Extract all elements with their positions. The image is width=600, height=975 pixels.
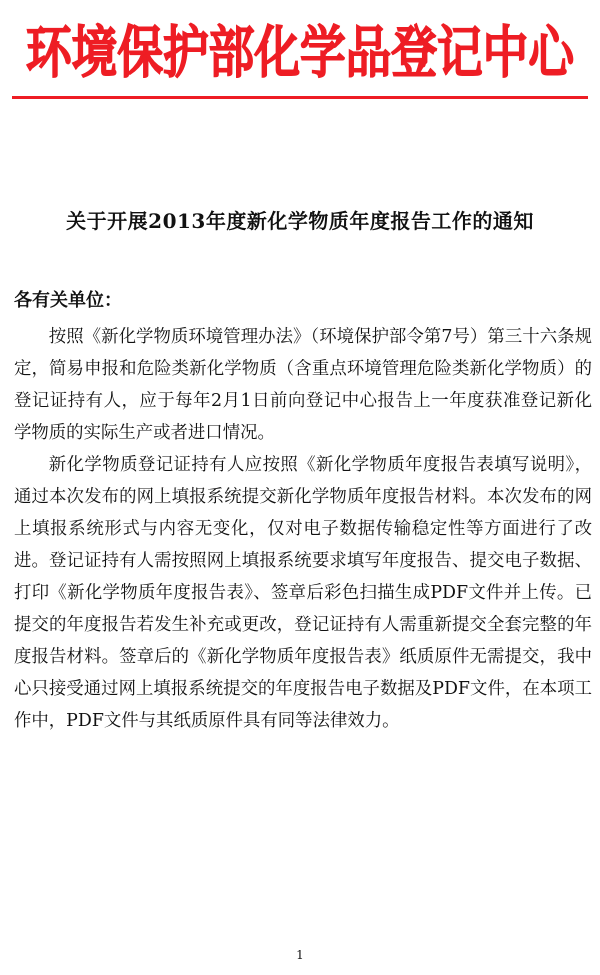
notice-salutation: 各有关单位： [14, 290, 122, 311]
letterhead-org-name: 环境保护部化学品登记中心 [26, 21, 576, 86]
body-paragraph: 按照《新化学物质环境管理办法》（环境保护部令第7号）第三十六条规定，简易申报和危险类新化学物质（含重点环境管理危险类新化学物质）的登记证持有人，应于每年2月1日前向登记中心报告上一年度获准登记新化学物质的实际生产或者进口情况。 [14, 327, 592, 443]
body-paragraph: 新化学物质登记证持有人应按照《新化学物质年度报告表填写说明》，通过本次发布的网上填报系统提交新化学物质年度报告材料。本次发布的网上填报系统形式与内容无变化，仅对电子数据传输稳定性等方面进行了改进。登记证持有人需按照网上填报系统要求填写年度报告、提交电子数据、打印《新化学物质年度报告表》、签章后彩色扫描生成PDF文件并上传。已提交的年度报告若发生补充或更改，登记证持有人需重新提交全套完整的年度报告材料。签章后的《新化学物质年度报告表》纸质原件无需提交，我中心只接受通过网上填报系统提交的年度报告电子数据及PDF文件，在本项工作中，PDF文件与其纸质原件具有同等法律效力。 [14, 455, 592, 731]
letterhead-divider [12, 96, 588, 99]
letterhead-title [22, 12, 578, 92]
page-number: 1 [296, 948, 304, 962]
notice-body [14, 321, 592, 737]
notice-title: 关于开展2013年度新化学物质年度报告工作的通知 [66, 209, 534, 233]
letterhead [22, 12, 578, 92]
